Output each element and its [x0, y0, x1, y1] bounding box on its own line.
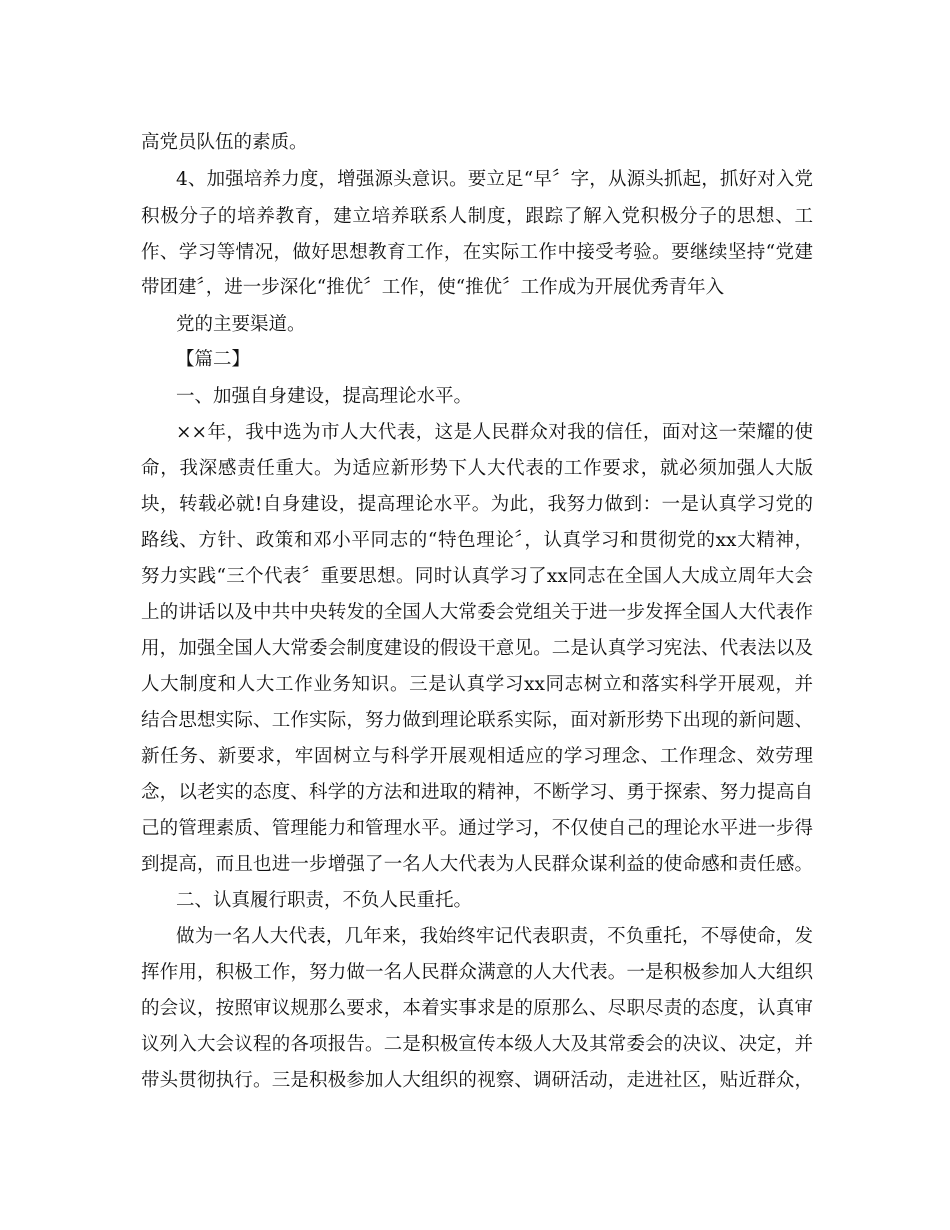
text-line-23: 做为一名人大代表，几年来，我始终牢记代表职责，不负重托，不辱使命，发: [176, 926, 813, 947]
text-line-3: 积极分子的培养教育，建立培养联系人制度，跟踪了解入党积极分子的思想、工: [141, 206, 813, 227]
text-line-9: ××年，我中选为市人大代表，这是人民群众对我的信任，面对这一荣耀的使: [176, 422, 813, 443]
text-line-5: 带团建〞，进一步深化“推优〞工作，使“推优〞工作成为开展优秀青年入: [141, 277, 725, 298]
text-line-25: 的会议，按照审议规那么要求，本着实事求是的原那么、尽职尽责的态度，认真审: [141, 998, 813, 1019]
text-line-18: 新任务、新要求，牢固树立与科学开展观相适应的学习理念、工作理念、效劳理: [141, 746, 813, 767]
text-line-12: 路线、方针、政策和邓小平同志的“特色理论〞，认真学习和贯彻党的xx大精神，: [141, 530, 813, 551]
text-line-20: 己的管理素质、管理能力和管理水平。通过学习，不仅使自己的理论水平进一步得: [141, 818, 813, 839]
text-line-17: 结合思想实际、工作实际，努力做到理论联系实际，面对新形势下出现的新问题、: [141, 710, 813, 731]
text-line-2: 4、加强培养力度，增强源头意识。要立足“早〞字，从源头抓起，抓好对入党: [176, 169, 813, 190]
text-line-10: 命，我深感责任重大。为适应新形势下人大代表的工作要求，就必须加强人大版: [141, 458, 813, 479]
text-line-27: 带头贯彻执行。三是积极参加人大组织的视察、调研活动，走进社区，贴近群众，: [141, 1070, 813, 1091]
text-line-15: 用，加强全国人大常委会制度建设的假设干意见。二是认真学习宪法、代表法以及: [141, 638, 813, 659]
text-line-26: 议列入大会议程的各项报告。二是积极宣传本级人大及其常委会的决议、决定，并: [141, 1034, 813, 1055]
section-heading-part-two: 【篇二】: [176, 349, 251, 370]
text-line-11: 块，转载必就!自身建设，提高理论水平。为此，我努力做到：一是认真学习党的: [141, 494, 813, 515]
text-line-21: 到提高，而且也进一步增强了一名人大代表为人民群众谋利益的使命感和责任感。: [141, 854, 813, 875]
subheading-1: 一、加强自身建设，提高理论水平。: [176, 386, 473, 407]
text-line-6: 党的主要渠道。: [176, 314, 306, 335]
text-line-16: 人大制度和人大工作业务知识。三是认真学习xx同志树立和落实科学开展观，并: [141, 674, 813, 695]
text-line-24: 挥作用，积极工作，努力做一名人民群众满意的人大代表。一是积极参加人大组织: [141, 962, 813, 983]
text-line-13: 努力实践“三个代表〞重要思想。同时认真学习了xx同志在全国人大成立周年大会: [141, 566, 813, 587]
text-line-4: 作、学习等情况，做好思想教育工作，在实际工作中接受考验。要继续坚持“党建: [141, 242, 813, 263]
text-line-19: 念，以老实的态度、科学的方法和进取的精神，不断学习、勇于探索、努力提高自: [141, 782, 813, 803]
subheading-2: 二、认真履行职责，不负人民重托。: [176, 890, 473, 911]
text-line-14: 上的讲话以及中共中央转发的全国人大常委会党组关于进一步发挥全国人大代表作: [141, 602, 813, 623]
text-line-1: 高党员队伍的素质。: [141, 132, 308, 153]
